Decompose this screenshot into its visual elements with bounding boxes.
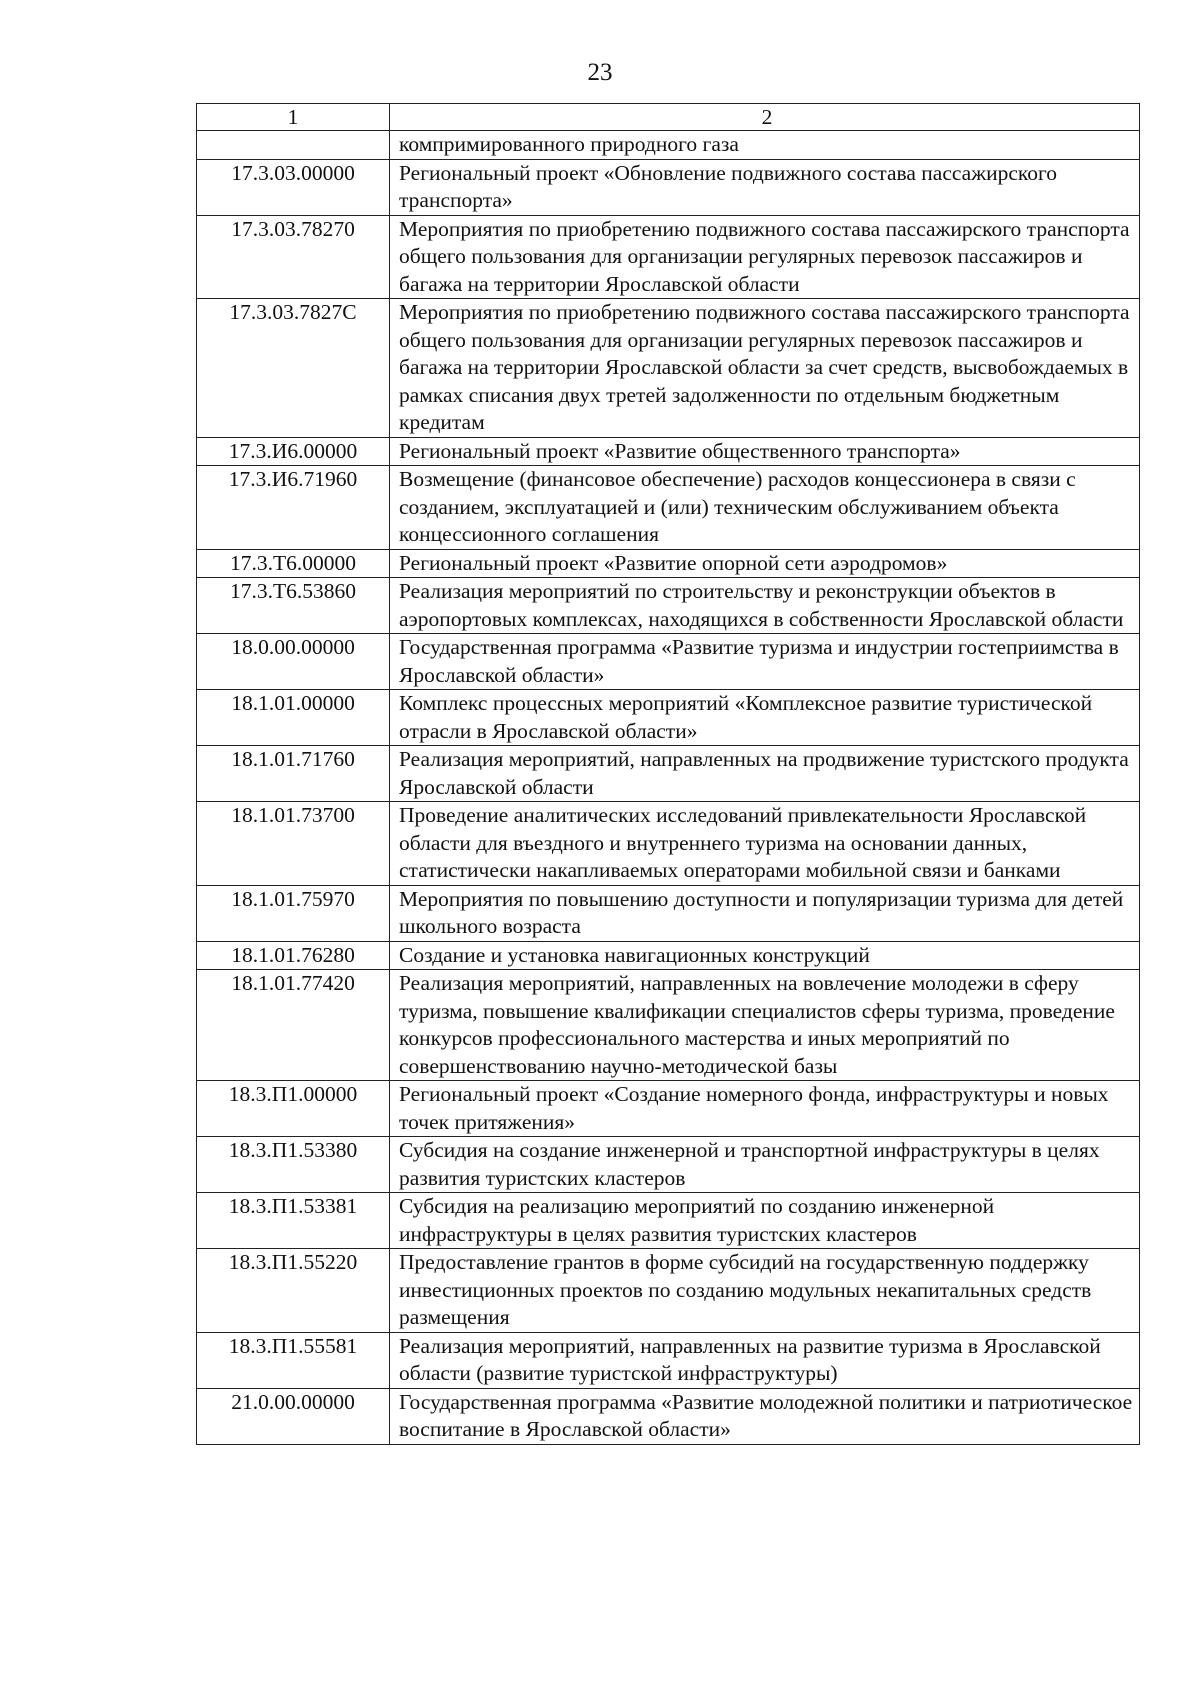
table-row	[197, 578, 1140, 634]
row-description-cell: Реализация мероприятий по строительству и реконструкции объектов в аэропортовых комплексах, находящихся в собственности Ярославской области	[390, 578, 1140, 634]
row-description-cell: Возмещение (финансовое обеспечение) расходов концессионера в связи с созданием, эксплуатацией и (или) техническим обслуживанием объекта концессионного соглашения	[390, 466, 1140, 550]
row-description-cell: Субсидия на реализацию мероприятий по созданию инженерной инфраструктуры в целях развития туристских кластеров	[390, 1193, 1140, 1249]
table-row	[197, 1332, 1140, 1388]
row-code-cell	[197, 131, 390, 160]
table-row	[197, 941, 1140, 970]
budget-classification-table	[196, 103, 1140, 1445]
row-code-cell: 17.3.Т6.53860	[197, 578, 390, 634]
table-row	[197, 159, 1140, 215]
table-row	[197, 299, 1140, 438]
table-row	[197, 1388, 1140, 1444]
table-row	[197, 466, 1140, 550]
row-code-cell: 18.3.П1.53380	[197, 1137, 390, 1193]
column-header-code: 1	[197, 104, 390, 131]
table-row	[197, 802, 1140, 886]
table-row	[197, 1137, 1140, 1193]
row-code-cell: 21.0.00.00000	[197, 1388, 390, 1444]
table-row	[197, 131, 1140, 160]
row-description-cell: Проведение аналитических исследований привлекательности Ярославской области для въездного и внутреннего туризма на основании данных, статистически накапливаемых операторами мобильной связи и банками	[390, 802, 1140, 886]
row-description-cell: Региональный проект «Обновление подвижного состава пассажирского транспорта»	[390, 159, 1140, 215]
row-code-cell: 17.3.Т6.00000	[197, 549, 390, 578]
row-code-cell: 17.3.03.78270	[197, 215, 390, 299]
row-code-cell: 17.3.03.00000	[197, 159, 390, 215]
row-description-cell: Государственная программа «Развитие молодежной политики и патриотическое воспитание в Ярославской области»	[390, 1388, 1140, 1444]
row-description-cell: Государственная программа «Развитие туризма и индустрии гостеприимства в Ярославской области»	[390, 634, 1140, 690]
row-code-cell: 18.1.01.77420	[197, 970, 390, 1081]
page-number: 23	[587, 59, 613, 86]
row-code-cell: 18.1.01.75970	[197, 885, 390, 941]
row-description-cell: Создание и установка навигационных конструкций	[390, 941, 1140, 970]
row-description-cell: Мероприятия по повышению доступности и популяризации туризма для детей школьного возраста	[390, 885, 1140, 941]
row-description-cell: Реализация мероприятий, направленных на продвижение туристского продукта Ярославской области	[390, 746, 1140, 802]
row-code-cell: 18.1.01.00000	[197, 690, 390, 746]
column-header-description: 2	[390, 104, 1140, 131]
row-description-cell: Мероприятия по приобретению подвижного состава пассажирского транспорта общего пользования для организации регулярных перевозок пассажиров и багажа на территории Ярославской области за счет средств, высвобождаемых в рамках списания двух третей задолженности по отдельным бюджетным кредитам	[390, 299, 1140, 438]
row-description-cell: Реализация мероприятий, направленных на вовлечение молодежи в сферу туризма, повышение квалификации специалистов сферы туризма, проведение конкурсов профессионального мастерства и иных мероприятий по совершенствованию научно-методической базы	[390, 970, 1140, 1081]
table-row	[197, 1193, 1140, 1249]
row-code-cell: 18.3.П1.53381	[197, 1193, 390, 1249]
table-row	[197, 215, 1140, 299]
row-description-cell: Региональный проект «Развитие опорной сети аэродромов»	[390, 549, 1140, 578]
row-code-cell: 18.3.П1.00000	[197, 1081, 390, 1137]
row-code-cell: 17.3.03.7827С	[197, 299, 390, 438]
table-row	[197, 1249, 1140, 1333]
row-code-cell: 18.1.01.76280	[197, 941, 390, 970]
row-description-cell: Региональный проект «Развитие общественного транспорта»	[390, 437, 1140, 466]
row-code-cell: 18.3.П1.55581	[197, 1332, 390, 1388]
row-description-cell: Региональный проект «Создание номерного фонда, инфраструктуры и новых точек притяжения»	[390, 1081, 1140, 1137]
row-description-cell: Мероприятия по приобретению подвижного состава пассажирского транспорта общего пользования для организации регулярных перевозок пассажиров и багажа на территории Ярославской области	[390, 215, 1140, 299]
table-body	[197, 131, 1140, 1445]
table-row	[197, 437, 1140, 466]
row-code-cell: 17.3.И6.71960	[197, 466, 390, 550]
table-row	[197, 970, 1140, 1081]
row-code-cell: 18.1.01.71760	[197, 746, 390, 802]
table-row	[197, 1081, 1140, 1137]
table-header-row	[197, 104, 1140, 131]
row-description-cell: Реализация мероприятий, направленных на развитие туризма в Ярославской области (развитие туристской инфраструктуры)	[390, 1332, 1140, 1388]
row-description-cell: Предоставление грантов в форме субсидий на государственную поддержку инвестиционных проектов по созданию модульных некапитальных средств размещения	[390, 1249, 1140, 1333]
table-row	[197, 690, 1140, 746]
row-code-cell: 18.1.01.73700	[197, 802, 390, 886]
row-code-cell: 18.0.00.00000	[197, 634, 390, 690]
table-row	[197, 885, 1140, 941]
row-description-cell: компримированного природного газа	[390, 131, 1140, 160]
table-row	[197, 549, 1140, 578]
row-code-cell: 17.3.И6.00000	[197, 437, 390, 466]
row-description-cell: Субсидия на создание инженерной и транспортной инфраструктуры в целях развития туристских кластеров	[390, 1137, 1140, 1193]
table-row	[197, 634, 1140, 690]
row-description-cell: Комплекс процессных мероприятий «Комплексное развитие туристической отрасли в Ярославской области»	[390, 690, 1140, 746]
table-row	[197, 746, 1140, 802]
row-code-cell: 18.3.П1.55220	[197, 1249, 390, 1333]
